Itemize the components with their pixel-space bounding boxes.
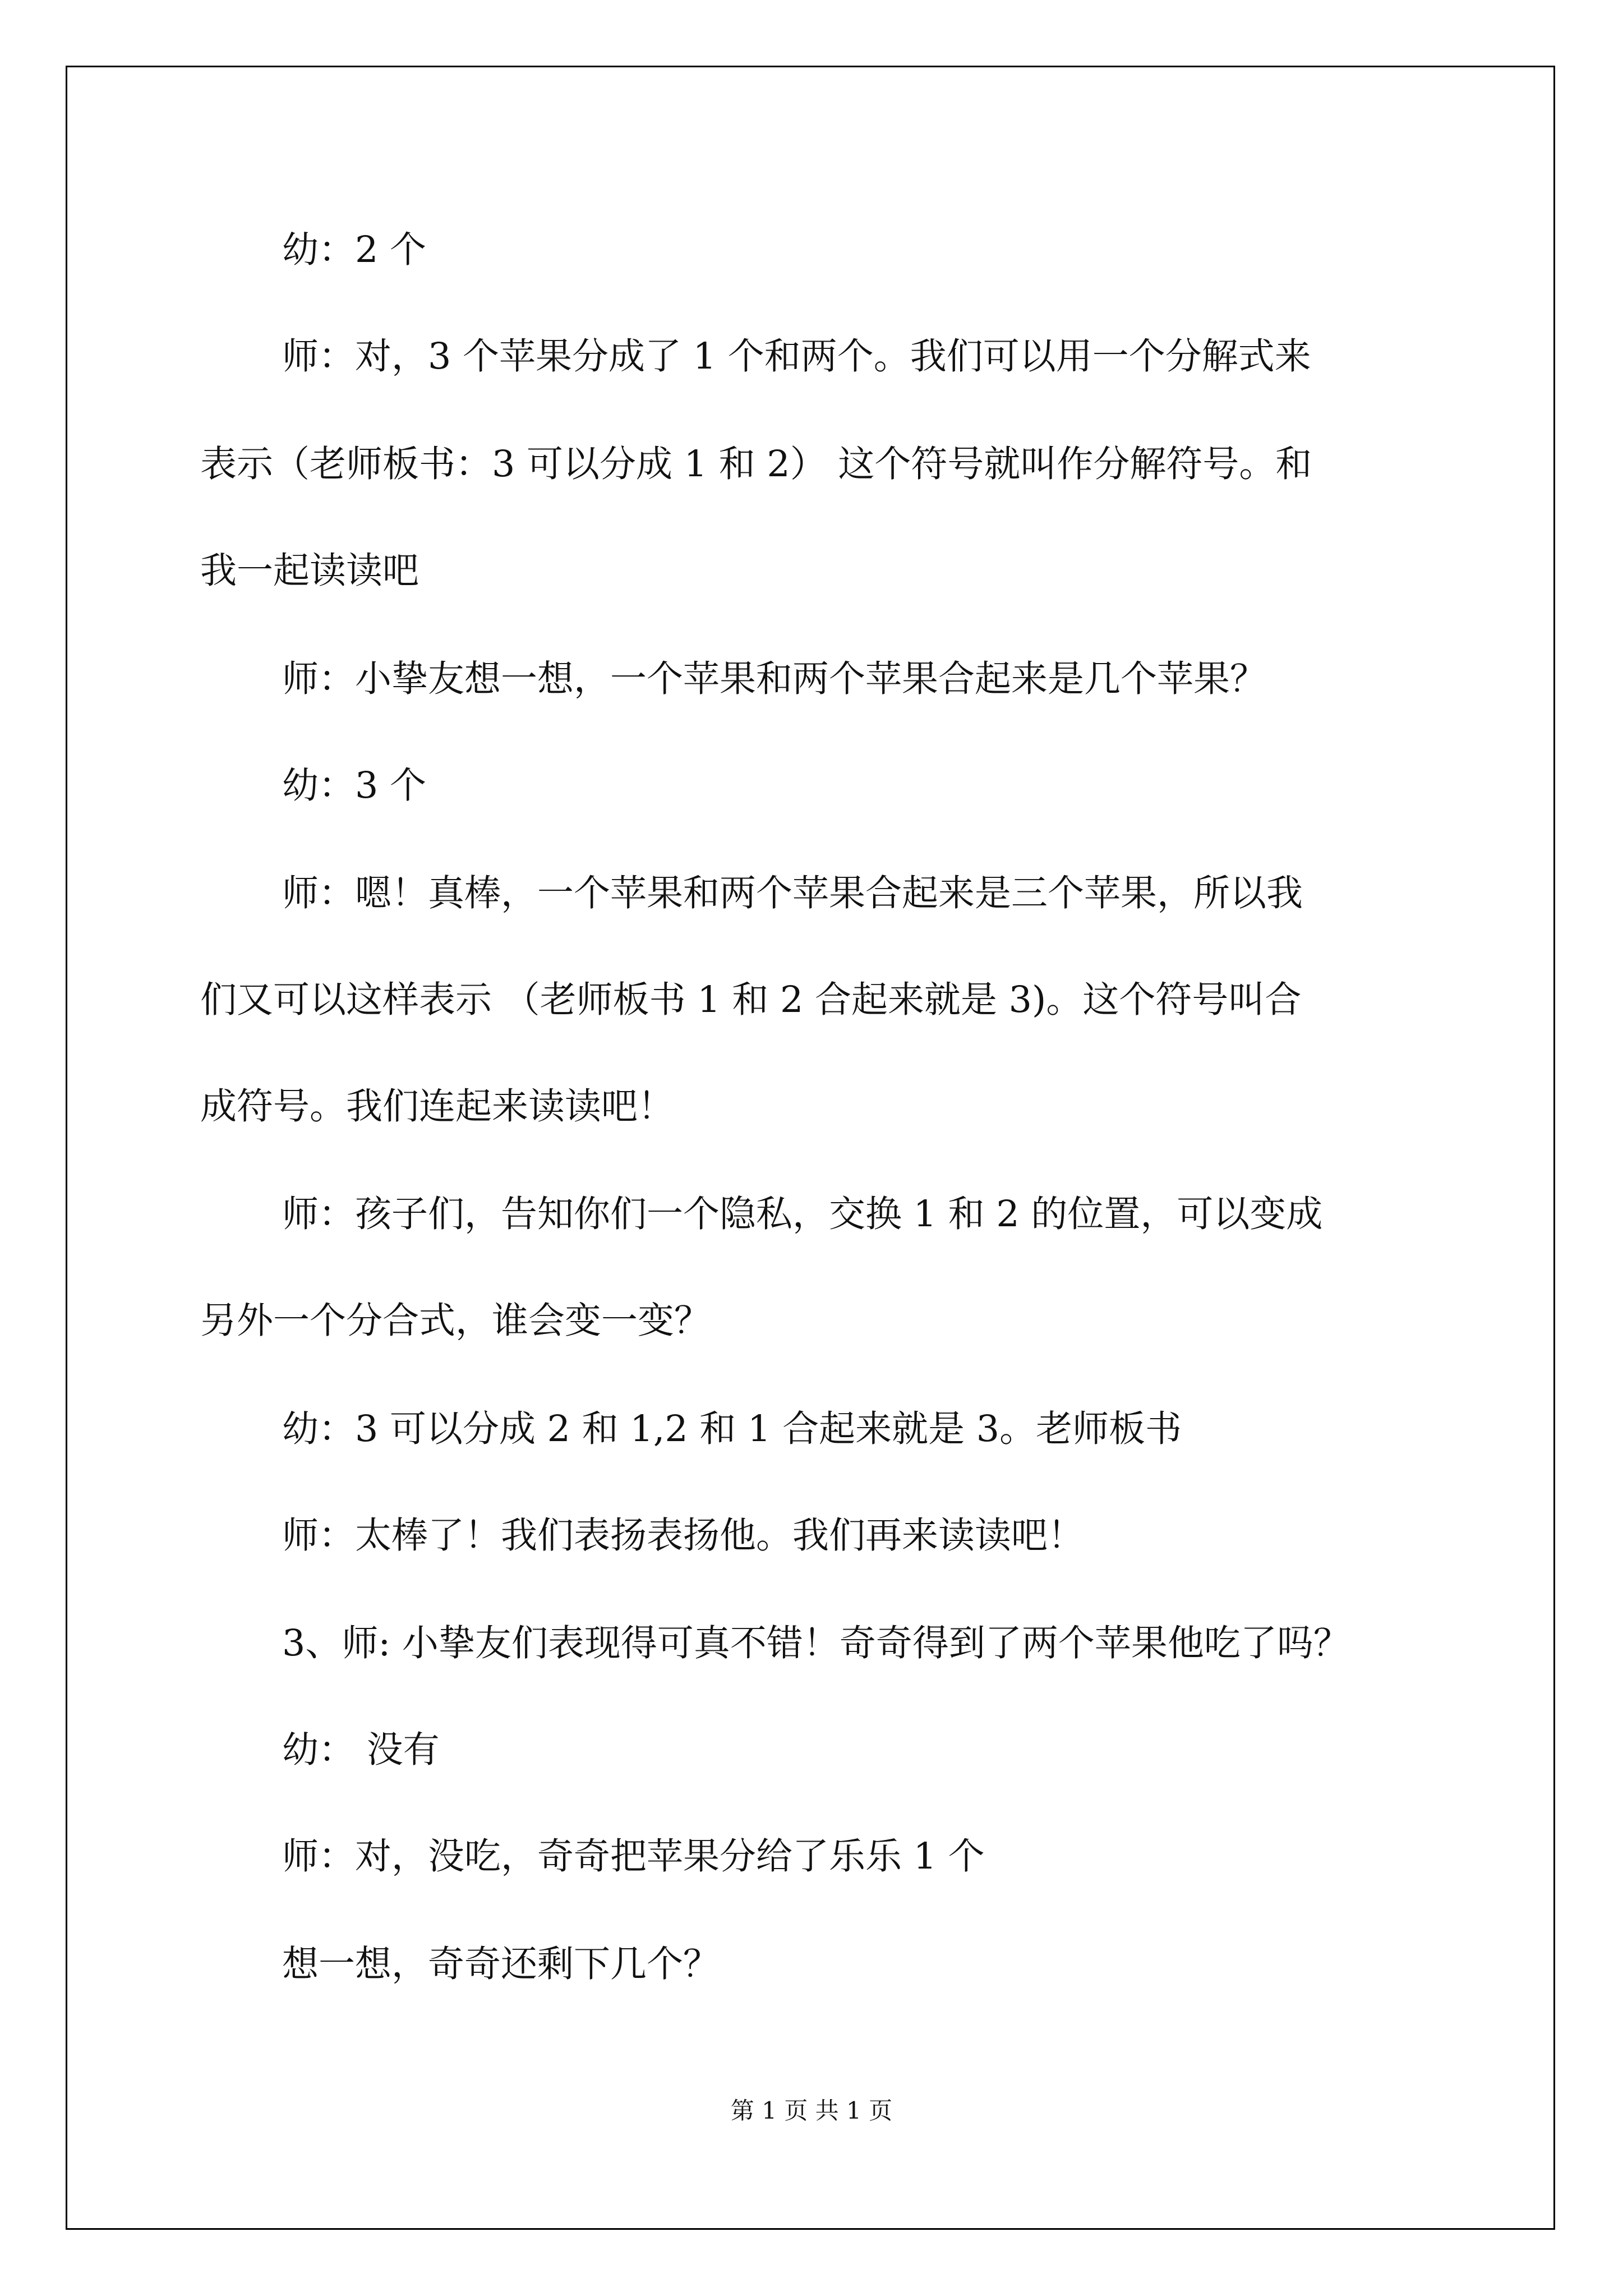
text-line-5: 师：小挚友想一想，一个苹果和两个苹果合起来是几个苹果？ <box>282 658 1267 700</box>
text-line-4: 我一起读读吧 <box>200 550 419 592</box>
text-line-15: 幼： 没有 <box>282 1729 440 1771</box>
text-line-9: 成符号。我们连起来读读吧！ <box>200 1085 675 1128</box>
page-border <box>66 66 1555 2230</box>
page-footer: 第 1 页 共 1 页 <box>730 2097 893 2124</box>
text-line-10: 师：孩子们，告知你们一个隐私，交换 1 和 2 的位置，可以变成 <box>282 1193 1323 1235</box>
text-line-2: 师：对，3 个苹果分成了 1 个和两个。我们可以用一个分解式来 <box>282 335 1311 378</box>
text-line-1: 幼：2 个 <box>282 229 427 271</box>
text-line-16: 师：对，没吃，奇奇把苹果分给了乐乐 1 个 <box>282 1835 985 1878</box>
text-line-7: 师：嗯！真棒，一个苹果和两个苹果合起来是三个苹果，所以我 <box>282 872 1303 914</box>
text-line-13: 师：太棒了！我们表扬表扬他。我们再来读读吧！ <box>282 1515 1085 1557</box>
text-line-6: 幼：3 个 <box>282 765 427 807</box>
text-line-11: 另外一个分合式，谁会变一变？ <box>200 1300 711 1342</box>
text-line-14: 3、师: 小挚友们表现得可真不错！奇奇得到了两个苹果他吃了吗？ <box>282 1622 1350 1664</box>
text-line-17: 想一想，奇奇还剩下几个？ <box>282 1943 720 1985</box>
text-line-8: 们又可以这样表示 （老师板书 1 和 2 合起来就是 3)。这个符号叫合 <box>200 979 1302 1021</box>
text-line-3: 表示（老师板书：3 可以分成 1 和 2） 这个符号就叫作分解符号。和 <box>200 443 1312 485</box>
text-line-12: 幼：3 可以分成 2 和 1,2 和 1 合起来就是 3。老师板书 <box>282 1408 1182 1450</box>
